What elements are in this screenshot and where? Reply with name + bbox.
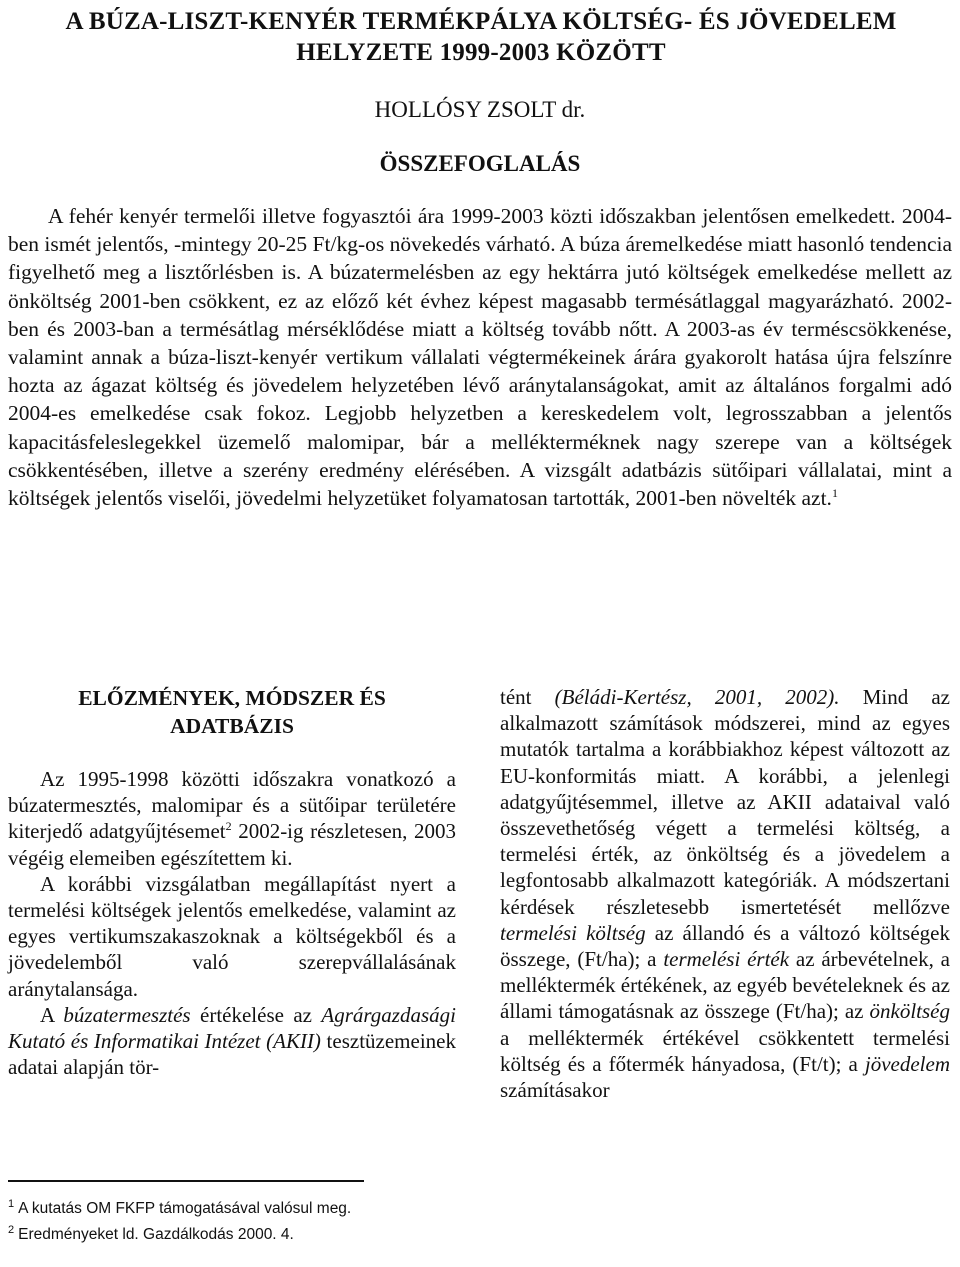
section-heading <box>8 684 456 740</box>
right-column <box>500 684 950 1103</box>
left-paragraph-3-text-b: értékelése az <box>190 1002 322 1027</box>
article-title <box>16 6 946 68</box>
summary-part-1: A fehér kenyér termelői illetve fogyasztói ára 1999-2003 közti időszakban jelentősen emelkedett. 2004-ben ismét jelentős, -mintegy 20-25 Ft/kg-os növekedés várható. A búza áremelkedése miatt hasonló tendencia figyelhető meg a lisztőrlésben is. A búzatermelésben az egy hektárra jutó költségek emelkedése mellett az önköltség 2001-ben csökkent, ez az előző két évhez képest magasabb termésátlaggal magyarázható. 2002-ben és 2003-ban a termésátlag mérséklődése miatt a költség tovább nőtt. <box>8 204 952 341</box>
right-text-4: az árbevételnek, a melléktermék értékének, az egyéb bevételeknek és az állami támogatásnak az összege (Ft/ha); az <box>500 947 950 1024</box>
section-heading-line-2: ADATBÁZIS <box>170 714 294 738</box>
right-paragraph <box>500 684 950 1103</box>
section-heading-line-1: ELŐZMÉNYEK, MÓDSZER ÉS <box>78 686 386 710</box>
left-column <box>8 684 456 1080</box>
emphasis-akii: Agrárgazdasági Kutató és Informatikai Intézet (AKII) <box>8 1002 456 1054</box>
footnote-2-text: Eredményeket ld. Gazdálkodás 2000. 4. <box>18 1226 294 1243</box>
citation-beladi-kertesz: (Béládi-Kertész, 2001, 2002). <box>554 685 840 709</box>
right-text-3: az állandó és a változó költségek összege, (Ft/ha); a <box>500 920 950 972</box>
left-paragraph-1 <box>8 766 456 871</box>
term-termelesi-ertek: termelési érték <box>663 947 790 972</box>
right-text-5: a melléktermék értékével csökkentett termelési költség és a főtermék hányadosa, (Ft/t); a <box>500 1025 950 1076</box>
footnote-1-text: A kutatás OM FKFP támogatásával valósul meg. <box>18 1200 352 1217</box>
footnote-ref-1: 1 <box>831 485 838 500</box>
footnote-2 <box>8 1222 478 1248</box>
emphasis-buzatermesztes: búzatermesztés <box>63 1002 191 1027</box>
right-text-1: tént <box>500 685 555 709</box>
footnote-2-number: 2 <box>8 1223 15 1236</box>
right-text-6: számításakor <box>500 1078 610 1103</box>
footnotes <box>8 1196 478 1248</box>
term-termelesi-koltseg: termelési költség <box>500 920 646 945</box>
left-paragraph-1-text-b: 2002-ig részletesen, 2003 végéig elemeiben egészítettem ki. <box>8 819 456 870</box>
footnote-ref-2: 2 <box>225 819 232 834</box>
right-text-2: Mind az alkalmazott számítások módszerei, mind az egyes mutatók tartalma a korábbiakhoz képest változott az EU-konformitás miatt. A korábbi, a jelenlegi adatgyűjtésemmel, illetve az AKII adataival való összevethetőség végett a termelési költség, a termelési érték, az önköltség és a jövedelem a legfontosabb alkalmazott kategóriák. A módszertani kérdések részletesebb ismertetését mellőzve <box>500 685 950 919</box>
article-title-line-2: HELYZETE 1999-2003 KÖZÖTT <box>296 39 666 66</box>
left-paragraph-2: A korábbi vizsgálatban megállapítást nyert a termelési költségek jelentős emelkedése, valamint az egyes vertikumszakaszoknak a költségekből és a jövedelemből való szerepvállalásának aránytalansága. <box>8 871 456 1001</box>
footnote-divider <box>8 1180 364 1182</box>
footnote-1-number: 1 <box>8 1197 15 1210</box>
left-paragraph-3-text-a: A <box>40 1002 64 1027</box>
term-jovedelem: jövedelem <box>864 1051 950 1076</box>
left-paragraph-1-text-a: Az 1995-1998 közötti időszakra vonatkozó a búzatermesztés, malomipar és a sütőipar területére kiterjedő adatgyűjtésemet <box>8 767 456 844</box>
summary-paragraph <box>8 202 952 512</box>
left-paragraph-3 <box>8 1002 456 1081</box>
summary-heading: ÖSSZEFOGLALÁS <box>379 151 581 176</box>
footnote-1 <box>8 1196 478 1222</box>
summary-part-2: A 2003-as év terméscsökkenése, valamint annak a búza-liszt-kenyér vertikum vállalati végtermékeinek árára gyakorolt hatása újra felszínre hozta az ágazat költség és jövedelem helyzetében lévő aránytalanságokat, amit az általános forgalmi adó 2004-es emelkedése csak fokoz. Legjobb helyzetben a kereskedelem volt, legrosszabban a jelentős kapacitásfeleslegekkel üzemelő malomipar, bár a mellékterméknek nagy szerepe van a költségek csökkentésében, illetve a szerény eredmény elérésében. A vizsgált adatbázis sütőipari vállalatai, mint a költségek jelentős viselői, jövedelmi helyzetüket folyamatosan tartották, 2001-ben növelték azt. <box>8 316 952 511</box>
term-onkoltseg: önköltség <box>869 999 950 1024</box>
summary-abstract <box>8 202 952 512</box>
author-name: HOLLÓSY ZSOLT dr. <box>374 97 586 122</box>
article-title-line-1: A BÚZA-LISZT-KENYÉR TERMÉKPÁLYA KÖLTSÉG- ÉS JÖVEDELEM <box>65 8 897 35</box>
left-paragraph-3-text-c: tesztüzemeinek adatai alapján tör- <box>8 1029 456 1080</box>
